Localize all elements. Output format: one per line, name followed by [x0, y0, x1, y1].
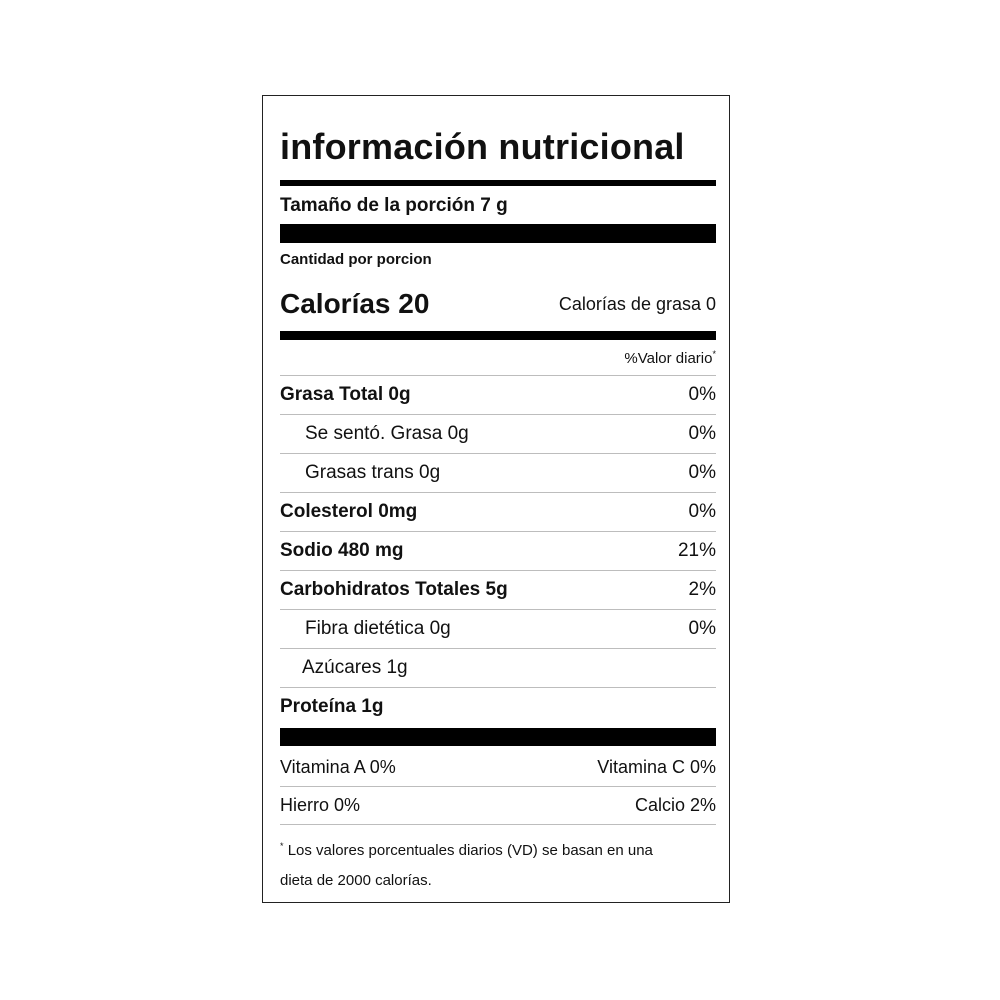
nutrient-name: Grasas trans 0g	[305, 462, 441, 483]
nutrient-list	[280, 376, 716, 726]
amount-per-serving: Cantidad por porcion	[280, 251, 432, 268]
nutrient-pct: 2%	[688, 579, 716, 600]
nutrient-name: Carbohidratos Totales 5g	[280, 579, 508, 600]
footnote-text: Los valores porcentuales diarios (VD) se basan en una	[287, 842, 653, 859]
footnote-line	[280, 831, 716, 866]
nutrient-pct: 21%	[677, 540, 716, 561]
daily-value-header	[280, 349, 716, 367]
heavy-divider	[280, 224, 716, 243]
nutrient-name: Colesterol 0mg	[280, 501, 418, 522]
nutrient-name: Fibra dietética 0g	[305, 618, 451, 639]
nutrient-row-fiber	[280, 610, 716, 648]
heavy-divider	[280, 728, 716, 746]
daily-value-label: %Valor diario	[624, 350, 713, 367]
nutrient-name: Proteína 1g	[280, 696, 384, 717]
label-title: información nutricional	[280, 126, 685, 167]
nutrient-name: Grasa Total 0g	[280, 384, 411, 405]
nutrient-pct: 0%	[688, 462, 716, 483]
vitamin-a: Vitamina A 0%	[280, 757, 396, 777]
nutrient-name: Sodio 480 mg	[280, 540, 404, 561]
asterisk-mark: *	[280, 841, 284, 851]
nutrient-row-cholesterol	[280, 493, 716, 531]
vitamin-row	[280, 787, 716, 824]
asterisk-mark: *	[712, 349, 716, 359]
vitamin-list	[280, 749, 716, 825]
thin-divider	[280, 824, 716, 825]
serving-size: Tamaño de la porción 7 g	[280, 195, 508, 216]
nutrient-pct: 0%	[688, 423, 716, 444]
nutrient-name: Se sentó. Grasa 0g	[305, 423, 469, 444]
calories-row	[280, 286, 716, 322]
nutrient-pct: 0%	[688, 618, 716, 639]
footnote-line: dieta de 2000 calorías.	[280, 872, 432, 889]
nutrition-facts-label	[262, 95, 730, 903]
nutrient-row-saturated-fat	[280, 415, 716, 453]
calcium: Calcio 2%	[634, 795, 716, 815]
calories-from-fat: Calorías de grasa 0	[558, 293, 716, 314]
nutrient-row-sodium	[280, 532, 716, 570]
vitamin-row	[280, 749, 716, 786]
footnote	[280, 831, 716, 896]
calories: Calorías 20	[280, 288, 430, 319]
nutrient-row-protein	[280, 688, 716, 726]
nutrient-row-trans-fat	[280, 454, 716, 492]
nutrient-row-total-carbs	[280, 571, 716, 609]
nutrient-pct: 0%	[688, 384, 716, 405]
nutrient-row-total-fat	[280, 376, 716, 414]
thick-divider	[280, 180, 716, 186]
thick-divider	[280, 331, 716, 340]
nutrient-name: Azúcares 1g	[302, 657, 408, 678]
vitamin-c: Vitamina C 0%	[597, 757, 716, 777]
iron: Hierro 0%	[280, 795, 361, 815]
nutrient-row-sugars	[280, 649, 716, 687]
nutrient-pct: 0%	[688, 501, 716, 522]
